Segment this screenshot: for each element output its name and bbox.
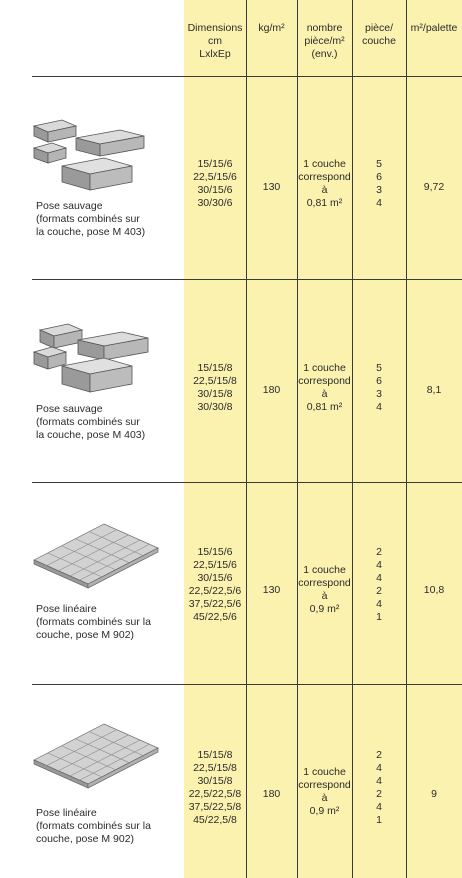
column-divider <box>246 0 247 878</box>
row-label: Pose linéaire (formats combinés sur la couche, pose M 902) <box>36 807 151 845</box>
row-dimensions: 15/15/6 22,5/15/6 30/15/6 30/30/6 <box>193 158 237 209</box>
row-divider <box>32 482 462 483</box>
row-weight: 130 <box>262 584 281 596</box>
row-weight: 180 <box>262 384 281 396</box>
header-weight: kg/m² <box>258 22 285 34</box>
row-label: Pose sauvage (formats combinés sur la couche, pose M 403) <box>36 200 146 238</box>
row-dimensions: 15/15/8 22,5/15/8 30/15/8 30/30/8 <box>193 362 237 413</box>
row-pieces-per-layer: 5 6 3 4 <box>376 158 382 209</box>
paving-pattern-icon <box>32 720 160 795</box>
header-pieces-per-m2: nombre pièce/m² (env.) <box>304 22 345 60</box>
row-label: Pose linéaire (formats combinés sur la couche, pose M 902) <box>36 603 151 641</box>
row-m2-per-pallet: 10,8 <box>423 584 445 596</box>
row-pieces-per-m2: 1 couche correspond à 0,81 m² <box>298 158 351 209</box>
row-pieces-per-m2: 1 couche correspond à 0,81 m² <box>298 362 351 413</box>
row-divider <box>32 76 462 77</box>
row-pieces-per-layer: 5 6 3 4 <box>376 362 382 413</box>
column-divider <box>406 0 407 878</box>
header-m2-per-pallet: m²/palette <box>410 22 458 34</box>
row-dimensions: 15/15/8 22,5/15/8 30/15/8 22,5/22,5/8 37,5/22,5/8 45/22,5/8 <box>188 749 242 826</box>
highlight-columns <box>184 0 462 878</box>
paving-pattern-icon <box>32 520 160 595</box>
header-pieces-per-layer: pièce/ couche <box>362 22 396 47</box>
header-dimensions: Dimensions cm LxlxEp <box>187 22 243 60</box>
row-divider <box>32 684 462 685</box>
row-dimensions: 15/15/6 22,5/15/6 30/15/6 22,5/22,5/6 37,5/22,5/6 45/22,5/6 <box>188 546 242 623</box>
row-divider <box>32 279 462 280</box>
blocks-icon <box>32 322 150 409</box>
row-m2-per-pallet: 9 <box>431 788 437 800</box>
row-pieces-per-layer: 2 4 4 2 4 1 <box>376 546 382 623</box>
column-divider <box>297 0 298 878</box>
row-label: Pose sauvage (formats combinés sur la couche, pose M 403) <box>36 403 146 441</box>
blocks-icon <box>32 118 150 205</box>
row-pieces-per-layer: 2 4 4 2 4 1 <box>376 749 382 826</box>
column-divider <box>352 0 353 878</box>
row-pieces-per-m2: 1 couche correspond à 0,9 m² <box>298 564 351 615</box>
row-m2-per-pallet: 8,1 <box>426 384 442 396</box>
row-pieces-per-m2: 1 couche correspond à 0,9 m² <box>298 766 351 817</box>
row-weight: 130 <box>262 181 281 193</box>
row-weight: 180 <box>262 788 281 800</box>
row-m2-per-pallet: 9,72 <box>423 181 445 193</box>
